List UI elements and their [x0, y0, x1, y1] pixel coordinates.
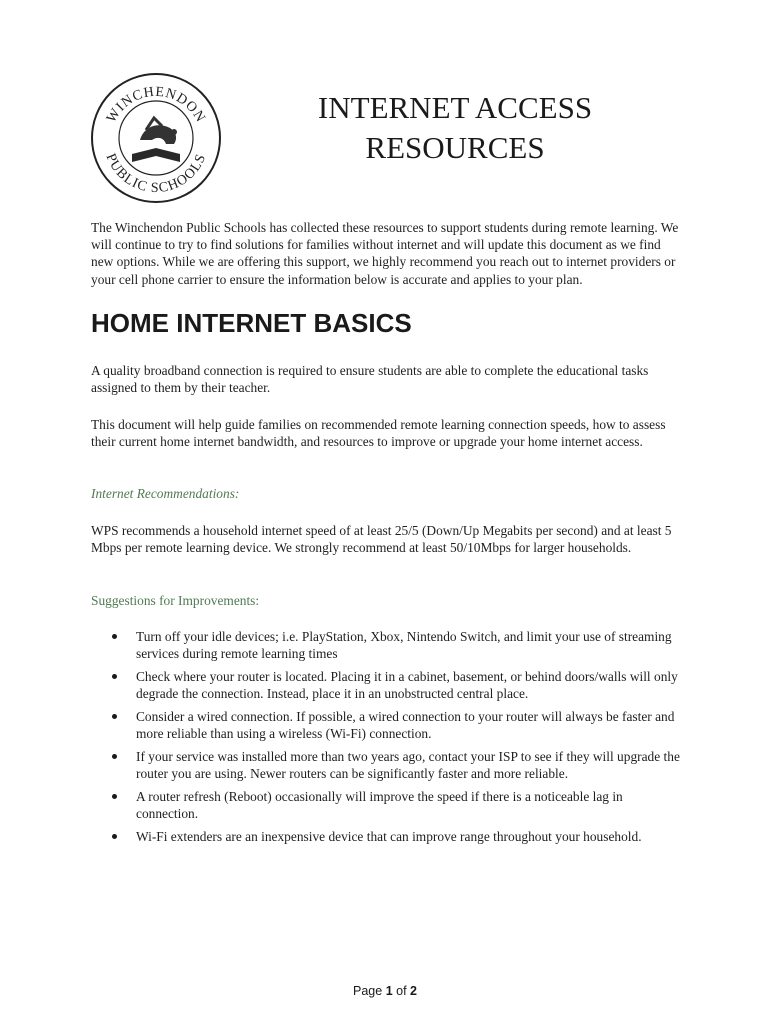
list-item [91, 708, 681, 742]
suggestions-subheading: Suggestions for Improvements: [91, 593, 260, 608]
title-line-1: INTERNET ACCESS [317, 90, 593, 125]
list-item [91, 788, 681, 822]
intro-paragraph: The Winchendon Public Schools has collected these resources to support students during remote learning. We will continue to try to find solutions for families without internet and will update this document as we find new options. While we are offering this support, we highly recommend you reach out to internet providers or your cell phone carrier to ensure the information below is accurate and applies to your plan. [91, 220, 679, 287]
total-pages-number: 2 [410, 984, 417, 998]
section-heading: HOME INTERNET BASICS [91, 308, 412, 338]
guide-paragraph: This document will help guide families on recommended remote learning connection speeds, how to assess their current home internet bandwidth, and resources to improve or upgrade your home internet access. [91, 417, 666, 450]
bullet-icon [112, 714, 117, 719]
seal-graphic [88, 70, 224, 206]
title-line-2: RESOURCES [365, 130, 545, 165]
bullet-icon [112, 754, 117, 759]
list-item-text: Check where your router is located. Placing it in a cabinet, basement, or behind doors/walls will only degrade the connection. Instead, place it in an unobstructed central place. [136, 669, 678, 701]
list-item-text: Wi-Fi extenders are an inexpensive device that can improve range throughout your household. [136, 829, 642, 844]
school-seal-logo [88, 70, 224, 206]
broadband-paragraph: A quality broadband connection is required to ensure students are able to complete the educational tasks assigned to them by their teacher. [91, 363, 649, 396]
list-item-text: Turn off your idle devices; i.e. PlayStation, Xbox, Nintendo Switch, and limit your use of streaming services during remote learning times [136, 629, 672, 661]
list-item-text: Consider a wired connection. If possible, a wired connection to your router will always be faster and more reliable than using a wireless (Wi-Fi) connection. [136, 709, 675, 741]
seal-bottom-text: PUBLIC SCHOOLS [102, 151, 210, 197]
suggestions-list [91, 628, 681, 851]
bullet-icon [112, 834, 117, 839]
recommendations-paragraph: WPS recommends a household internet speed of at least 25/5 (Down/Up Megabits per second) and at least 5 Mbps per remote learning device. We strongly recommend at least 50/10Mbps for larger households. [91, 523, 672, 556]
seal-top-text: WINCHENDON [104, 84, 208, 126]
list-item [91, 668, 681, 702]
bullet-icon [112, 794, 117, 799]
list-item [91, 748, 681, 782]
list-item-text: A router refresh (Reboot) occasionally will improve the speed if there is a noticeable lag in connection. [136, 789, 623, 821]
page-footer [0, 984, 770, 998]
current-page-number: 1 [385, 984, 393, 998]
book-emblem-icon [132, 118, 180, 162]
bullet-icon [112, 674, 117, 679]
page-word: Page [353, 984, 383, 998]
list-item [91, 828, 681, 845]
recommendations-subheading: Internet Recommendations: [91, 486, 240, 501]
of-word: of [396, 984, 407, 998]
list-item [91, 628, 681, 662]
bullet-icon [112, 634, 117, 639]
page-title [300, 88, 610, 168]
list-item-text: If your service was installed more than two years ago, contact your ISP to see if they will upgrade the router you are using. Newer routers can be significantly faster and more reliable. [136, 749, 680, 781]
